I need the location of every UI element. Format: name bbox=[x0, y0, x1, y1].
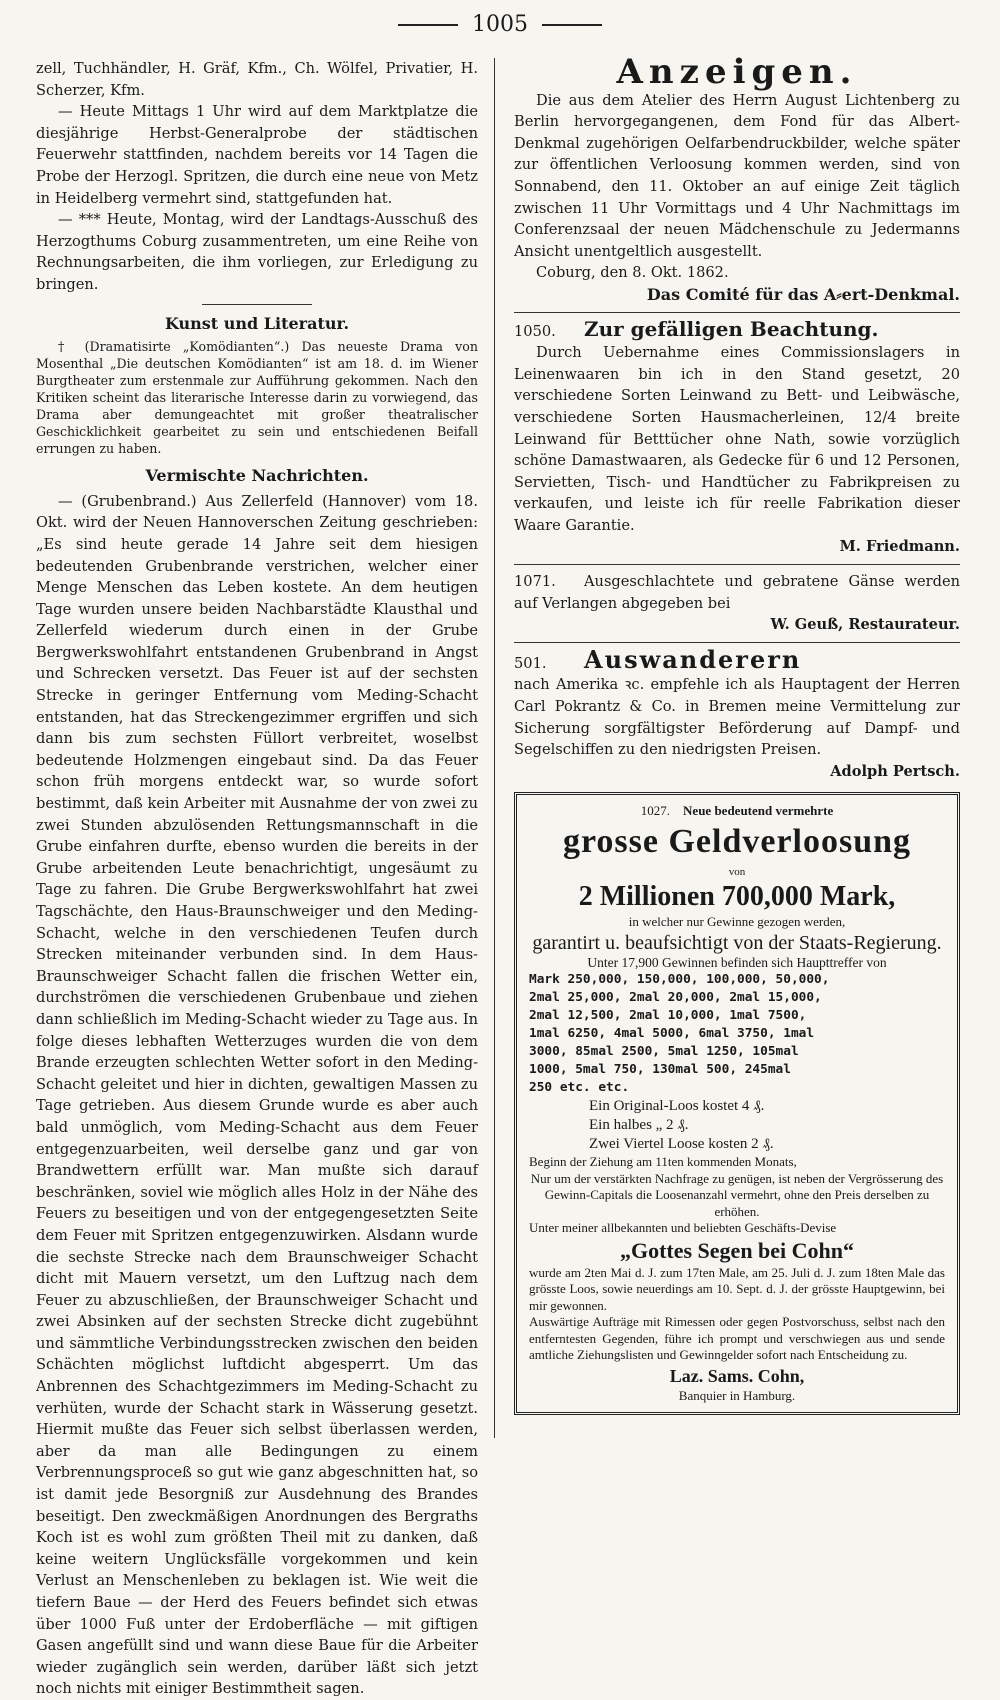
lottery-line2: in welcher nur Gewinne gezogen werden, bbox=[628, 914, 846, 930]
prize-line: 1mal 6250, 4mal 5000, 6mal 3750, 1mal bbox=[529, 1026, 815, 1042]
lottery-text5: Auswärtige Aufträge mit Rimessen oder gegen Postvorschuss, selbst nach den entferntesten Gegenden, führe ich prompt und verschwiegen aus und sende amtliche Ziehungslisten und Gewinngelder sofort nach Entscheidung zu. bbox=[529, 1314, 945, 1363]
ad-gaense-sign: W. Geuß, Restaurateur. bbox=[770, 616, 960, 634]
lottery-ad-number: 1027. bbox=[640, 803, 671, 819]
right-column bbox=[514, 52, 960, 1415]
price-line: Zwei Viertel Loose kosten 2 ₰. bbox=[589, 1136, 774, 1153]
paragraph-drama: † (Dramatisirte „Komödianten“.) Das neueste Drama von Mosenthal „Die deutschen Komödianten“ ist am 18. d. im Wiener Burgtheater zum erstenmale zur Aufführung gekommen. Nach den Kritiken scheint das literarische Interesse darin zu vorwiegend, das Drama aber demungeachtet mit großer theatralischer Geschicklichkeit gearbeitet zu sein und entschiedenen Beifall errungen zu haben. bbox=[36, 339, 478, 457]
section-heading-kunst: Kunst und Literatur. bbox=[164, 313, 350, 333]
lottery-text3: Unter meiner allbekannten und beliebten Geschäfts-Devise bbox=[529, 1220, 837, 1236]
prize-line: 3000, 85mal 2500, 5mal 1250, 105mal bbox=[529, 1044, 799, 1060]
lottery-text1: Beginn der Ziehung am 11ten kommenden Monats, bbox=[529, 1154, 797, 1170]
lottery-headline: grosse Geldverloosung bbox=[562, 822, 912, 860]
ad-auswanderer-sign: Adolph Pertsch. bbox=[830, 762, 960, 780]
lottery-motto: „Gottes Segen bei Cohn“ bbox=[619, 1237, 855, 1263]
page-number: 1005 bbox=[472, 12, 528, 37]
ad-albert-sign: Das Comité für das A⸗ert-Denkmal. bbox=[646, 284, 960, 304]
header-rule-right bbox=[542, 24, 602, 26]
paragraph-names: zell, Tuchhändler, H. Gräf, Kfm., Ch. Wölfel, Privatier, H. Scherzer, Kfm. bbox=[36, 60, 478, 99]
ad-gaense-text: Ausgeschlachtete und gebratene Gänse werden auf Verlangen abgegeben bei bbox=[514, 573, 960, 612]
ad-divider bbox=[514, 312, 960, 313]
price-line: Ein Original-Loos kostet 4 ₰. bbox=[589, 1098, 765, 1115]
lottery-prices bbox=[589, 1097, 945, 1154]
ad-heading-beachtung: Zur gefälligen Beachtung. bbox=[584, 316, 879, 341]
ad-number: 501. bbox=[514, 654, 547, 672]
page-header bbox=[0, 12, 1000, 37]
ad-heading-auswanderern: Auswanderern bbox=[584, 644, 802, 674]
lottery-sign-title: Banquier in Hamburg. bbox=[678, 1387, 796, 1403]
lottery-von: von bbox=[728, 865, 746, 878]
lottery-ad-box bbox=[514, 792, 960, 1415]
lottery-line1: Neue bedeutend vermehrte bbox=[683, 803, 834, 819]
lottery-text4: wurde am 2ten Mai d. J. zum 17ten Male, am 25. Juli d. J. zum 18ten Male das grösste Loos, sowie neuerdings am 10. Sept. d. J. der grösste Hauptgewinn, bei mir gewonnen. bbox=[529, 1264, 945, 1313]
prize-line: 1000, 5mal 750, 130mal 500, 245mal bbox=[529, 1062, 791, 1078]
column-divider bbox=[494, 58, 495, 1438]
lottery-line3: Unter 17,900 Gewinnen befinden sich Haupttreffer von bbox=[587, 954, 887, 970]
ad-number: 1071. bbox=[514, 573, 556, 591]
prize-line: Mark 250,000, 150,000, 100,000, 50,000, bbox=[529, 972, 830, 988]
price-line: Ein halbes „ 2 ₰. bbox=[589, 1117, 689, 1134]
lottery-amount: 2 Millionen 700,000 Mark, bbox=[578, 881, 896, 913]
ad-auswanderer-text: nach Amerika ꝛc. empfehle ich als Hauptagent der Herren Carl Pokrantz & Co. in Bremen meine Vermittelung zur Sicherung sorgfältigster Beförderung auf Dampf- und Segelschiffen zu den niedrigsten Preisen. bbox=[514, 676, 960, 759]
ad-number: 1050. bbox=[514, 322, 556, 340]
ad-divider bbox=[514, 564, 960, 565]
ad-albert-text: Die aus dem Atelier des Herrn August Lichtenberg zu Berlin hervorgegangenen, dem Fond für das Albert-Denkmal zugehörigen Oelfarbendruckbilder, welche später zur öffentlichen Verloosung kommen werden, sind von Sonnabend, den 11. Oktober an auf einige Zeit täglich zwischen 11 Uhr Vormittags und 4 Uhr Nachmittags im Conferenzsaal der neuen Mädchenschule zu Jedermanns Ansicht unentgeltlich ausgestellt. bbox=[514, 91, 960, 260]
left-column bbox=[36, 58, 478, 1700]
paragraph-fire-drill: — Heute Mittags 1 Uhr wird auf dem Marktplatze die diesjährige Herbst-Generalprobe der städtischen Feuerwehr stattfinden, nachdem bereits vor 14 Tagen die Probe der Herzogl. Spritzen, die durch eine neue von Metz in Heidelberg vermehrt sind, stattgefunden hat. bbox=[36, 103, 478, 207]
prize-line: 250 etc. etc. bbox=[529, 1080, 630, 1096]
lottery-guarantee: garantirt u. beaufsichtigt von der Staats-Regierung. bbox=[532, 931, 942, 954]
ad-albert-place: Coburg, den 8. Okt. 1862. bbox=[536, 264, 729, 282]
ad-divider bbox=[514, 642, 960, 643]
header-rule-left bbox=[398, 24, 458, 26]
section-heading-vermischte: Vermischte Nachrichten. bbox=[145, 466, 369, 486]
paragraph-grubenbrand: — (Grubenbrand.) Aus Zellerfeld (Hannover) vom 18. Okt. wird der Neuen Hannoverschen Zeitung geschrieben: „Es sind heute gerade 14 Jahre seit dem hiesigen bedeutenden Grubenbrande verstrichen, welcher einer Menge Menschen das Leben kostete. An dem heutigen Tage wurden unsere beiden Nachbarstädte Klausthal und Zellerfeld wiederum durch einen in der Grube Bergwerkswohlfahrt entstandenen Grubenbrand in Angst und Schrecken versetzt. Das Feuer ist auf der sechsten Strecke in geringer Entfernung vom Meding-Schacht entstanden, hat das Streckengezimmer ergriffen und sich dann bis zum sechsten Füllort verbreitet, woselbst bedeutende Holzmengen eingebaut sind. Da das Feuer schon früh morgens entdeckt war, so wurde sofort bestimmt, daß kein Arbeiter mit Ausnahme der von zwei zu zwei Stunden abzulösenden Rettungsmannschaft in die Grube einfahren durfte, ebenso wurden die bereits in der Grube arbeitenden Leute benachrichtigt, ungesäumt zu Tage zu fahren. Die Grube Bergwerkswohlfahrt hat zwei Tagschächte, den Haus-Braunschweiger und den Meding-Schacht, welche in den verschiedenen Teufen durch Strecken miteinander verbunden sind. In dem Haus-Braunschweiger Schacht fallen die frischen Wetter ein, durchströmen die verschiedenen Grubenbaue und ziehen dann schließlich im Meding-Schacht wieder zu Tage aus. In folge dieses lebhaften Wetterzuges wurden die von dem Brande erzeugten schlechten Wetter sofort in den Meding-Schacht geleitet und hier in dichten, gewaltigen Massen zu Tage getrieben. Aus diesem Grunde wurde es aber auch bald unmöglich, vom Meding-Schacht aus dem Feuer entgegenzuarbeiten, weil derselbe ganz und gar von Brandwettern erfüllt war. Man mußte sich darauf beschränken, soviel wie möglich alles Holz in der Nähe des Feuers zu beseitigen und von der entgegengesetzten Seite dem Feuer mit Spritzen entgegenzuwirken. Alsdann wurde die sechste Strecke nach dem Braunschweiger Schacht dicht mit Mauern versetzt, um den Luftzug nach dem Feuer zu abzuschließen, der Braunschweiger Schacht und zwei Absinken auf der sechsten Strecke dicht zugebühnt und sämmtliche Verbindungsstrecken zwischen den beiden Schächten möglichst luftdicht abgesperrt. Um das Anbrennen des Schachtgezimmers im Meding-Schacht zu verhüten, wurde der Schacht stark in Wässerung gesetzt. Hiermit mußte das Feuer sich selbst überlassen werden, aber da man alle Bedingungen zu einem Verbrennungsproceß so gut wie ganz abgeschnitten hat, so ist damit jede Besorgniß zur Ausdehnung des Brandes beseitigt. Den zweckmäßigen Anordnungen des Bergraths Koch ist es wohl zum größten Theil mit zu danken, daß keine weitern Unglücksfälle vorgekommen und kein Verlust an Menschenleben zu beklagen ist. Wie weit die tiefern Baue — der Herd des Feuers befindet sich etwas über 1000 Fuß unter der Erdoberfläche — mit giftigen Gasen angefüllt sind und wann diese Baue für die Arbeiter wieder zugänglich sein werden, darüber läßt sich jetzt noch nichts mit einiger Bestimmtheit sagen. bbox=[36, 492, 478, 1698]
prize-line: 2mal 12,500, 2mal 10,000, 1mal 7500, bbox=[529, 1008, 807, 1024]
ad-leinen-sign: M. Friedmann. bbox=[839, 538, 960, 556]
lottery-sign-name: Laz. Sams. Cohn, bbox=[669, 1365, 805, 1386]
lottery-prize-list bbox=[529, 971, 945, 1097]
lottery-text2: Nur um der verstärkten Nachfrage zu genügen, ist neben der Vergrösserung des Gewinn-Capitals die Loosenanzahl vermehrt, ohne den Preis derselben zu erhöhen. bbox=[530, 1170, 944, 1219]
ad-leinen-text: Durch Uebernahme eines Commissionslagers in Leinenwaaren bin ich in den Stand gesetzt, 20 verschiedene Sorten Leinwand zu Bett- und Leibwäsche, verschiedene Sorten Hausmacherleinen, 12/4 breite Leinwand für Betttücher ohne Nath, sowie vorzüglich schöne Damastwaaren, als Gedecke für 6 und 12 Personen, Servietten, Tisch- und Handtücher zu Fabrikpreisen zu verkaufen, und leiste ich für reelle Fabrikation dieser Waare Garantie. bbox=[514, 344, 960, 534]
ads-title: Anzeigen. bbox=[616, 52, 858, 92]
divider-short bbox=[202, 304, 312, 305]
paragraph-landtag: — *** Heute, Montag, wird der Landtags-Ausschuß des Herzogthums Coburg zusammentreten, um eine Reihe von Rechnungsarbeiten, die ihm vorliegen, zur Erledigung zu bringen. bbox=[36, 211, 478, 293]
prize-line: 2mal 25,000, 2mal 20,000, 2mal 15,000, bbox=[529, 990, 822, 1006]
